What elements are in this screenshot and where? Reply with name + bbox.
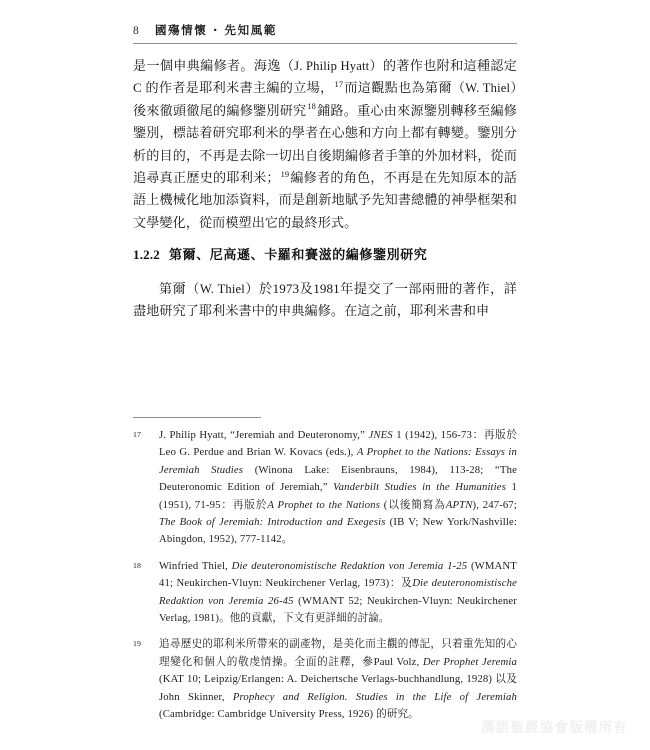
paragraph-2 xyxy=(133,278,517,323)
footnote-run: John Skinner, xyxy=(159,690,233,703)
footnote-ref-19[interactable]: 19 xyxy=(280,169,290,179)
footnote-ref-18[interactable]: 18 xyxy=(307,102,316,112)
footnote-run: (WMANT 41; Neukirchen-Vluyn: Neukirchener Verlag, 1973) xyxy=(159,559,517,590)
footnote-run: Winfried Thiel, xyxy=(159,559,232,572)
footnote-run: (WMANT 52; Neukirchen-Vluyn: Neukirchener Verlag, 1981) xyxy=(159,594,517,625)
footnote-run: Prophecy and Religion. Studies in the Life of Jeremiah xyxy=(232,690,518,703)
footnote-marker: 17 xyxy=(133,430,141,439)
para1-seg2: ）的著作也附和這種認定 C 的作者是耶利米書主編的立場， xyxy=(133,58,517,96)
section-number: 1.2.2 xyxy=(133,247,160,262)
footnote-marker: 18 xyxy=(133,560,141,570)
copyright-watermark: 漢語聖經協會版權所有 xyxy=(481,720,628,736)
footnote-run: Die deuteronomistische Redaktion von Jeremia 26-45 xyxy=(159,577,517,607)
section-title: 第爾、尼高遜、卡羅和賽滋的編修鑒別研究 xyxy=(169,248,428,263)
footnote-separator xyxy=(133,417,261,418)
footnote-run: (Winona Lake: Eisenbrauns, 1984), 113-28; “The Deuteronomic Edition of Jeremiah,” xyxy=(159,463,517,494)
para1-latin-thiel: W. Thiel xyxy=(465,81,511,96)
footnote-run: 以及 xyxy=(495,674,517,686)
para2-latin-thiel: W. Thiel xyxy=(199,282,245,296)
para1-seg4: ）後來徹頭徹尾的編修鑒別研究 xyxy=(133,80,518,118)
footnote-run: A Prophet to the Nations: Essays in Jeremiah Studies xyxy=(159,446,517,476)
footnote-run: Der Prophet Jeremia xyxy=(422,655,518,668)
footnote-run: 1 (1942), 156-73 xyxy=(392,429,472,441)
running-header xyxy=(133,22,517,38)
footnote-19 xyxy=(133,636,517,723)
para1-latin-hyatt: J. Philip Hyatt xyxy=(294,59,370,73)
footnote-list xyxy=(133,427,517,733)
section-heading xyxy=(133,245,517,266)
running-head-title: 國殤情懷 · 先知風範 xyxy=(154,23,277,37)
para1-seg6: 編修者的角色，不再是在先知原本的話語上機械化地加添資料，而是創新地賦予先知書總體的神學框架和文學變化，從而模塑出它的最終形式。 xyxy=(133,170,517,230)
para1-seg1: 是一個申典編修者。海逸（ xyxy=(133,58,295,73)
paragraph-1 xyxy=(133,55,517,234)
para1-seg3: 而這觀點也為第爾（ xyxy=(344,80,466,96)
footnote-run: APTN xyxy=(445,498,473,511)
para2-seg1: 第爾（ xyxy=(159,281,200,296)
footnote-run: ( xyxy=(380,498,388,511)
footnote-run: The Book of Jeremiah: Introduction and Exegesis xyxy=(159,516,386,529)
footnote-run: Die deuteronomistische Redaktion von Jeremia 1-25 xyxy=(231,559,468,572)
footnote-run: 追尋歷史的耶利米所帶來的副產物，是美化而主觀的傳記，只着重先知的心理變化和個人的敬虔情操。全面的註釋，參 xyxy=(159,639,517,668)
footnote-run: ：再版於 xyxy=(472,430,518,441)
footnote-run: 。 xyxy=(281,534,293,546)
footnote-run: (KAT 10; Leipzig/Erlangen: A. Deichertsche Verlags-buchhandlung, 1928) xyxy=(159,673,496,686)
page-number: 8 xyxy=(133,25,139,37)
footnote-run: ), 247-67; xyxy=(472,498,518,511)
para2-seg2: ）於1973及1981年提交了一部兩冊的著作，詳盡地研究了耶利米書中的申典編修。在這之前，耶利米書和申 xyxy=(133,281,517,319)
footnote-text xyxy=(159,639,517,720)
footnote-run: A Prophet to the Nations xyxy=(267,498,381,511)
para1-seg5: 鋪路。重心由來源鑒別轉移至編修鑒別，標誌着研究耶利米的學者在心態和方向上都有轉變。鑒別分析的目的，不再是去除一切出自後期編修者手筆的外加材料，從而追尋真正歷史的耶利米； xyxy=(133,102,517,186)
footnote-run: JNES xyxy=(368,429,393,441)
footnote-run: ：再版於 xyxy=(220,499,268,511)
footnote-run: 1 (1951), 71-95 xyxy=(159,481,518,511)
footnote-run: 。他的貢獻，下文有更詳細的討論。 xyxy=(219,613,390,625)
body-column-bottom xyxy=(133,278,517,323)
footnote-ref-17[interactable]: 17 xyxy=(334,80,344,90)
footnote-marker: 19 xyxy=(133,639,141,649)
footnote-text xyxy=(159,561,517,624)
footnote-17 xyxy=(133,427,517,549)
footnote-run: Paul Volz, xyxy=(373,655,423,668)
footnote-run: J. Philip Hyatt, “Jeremiah and Deuteronomy,” xyxy=(159,429,369,441)
body-column-top xyxy=(133,55,517,234)
footnote-run: Leo G. Perdue and Brian W. Kovacs (eds.), xyxy=(159,446,357,459)
footnote-run: (Cambridge: Cambridge University Press, 1926) xyxy=(159,708,377,721)
footnote-18 xyxy=(133,558,517,628)
footnote-run: 的研究。 xyxy=(376,709,419,721)
footnote-run: 以後簡寫為 xyxy=(387,499,446,511)
footnote-run: Vanderbilt Studies in the Humanities xyxy=(333,481,507,494)
footnote-text xyxy=(159,430,517,545)
footnote-run: (IB V; New York/Nashville: Abingdon, 1952), 777-1142 xyxy=(159,516,517,546)
header-divider xyxy=(133,43,517,44)
footnote-run: ：及 xyxy=(389,578,413,590)
